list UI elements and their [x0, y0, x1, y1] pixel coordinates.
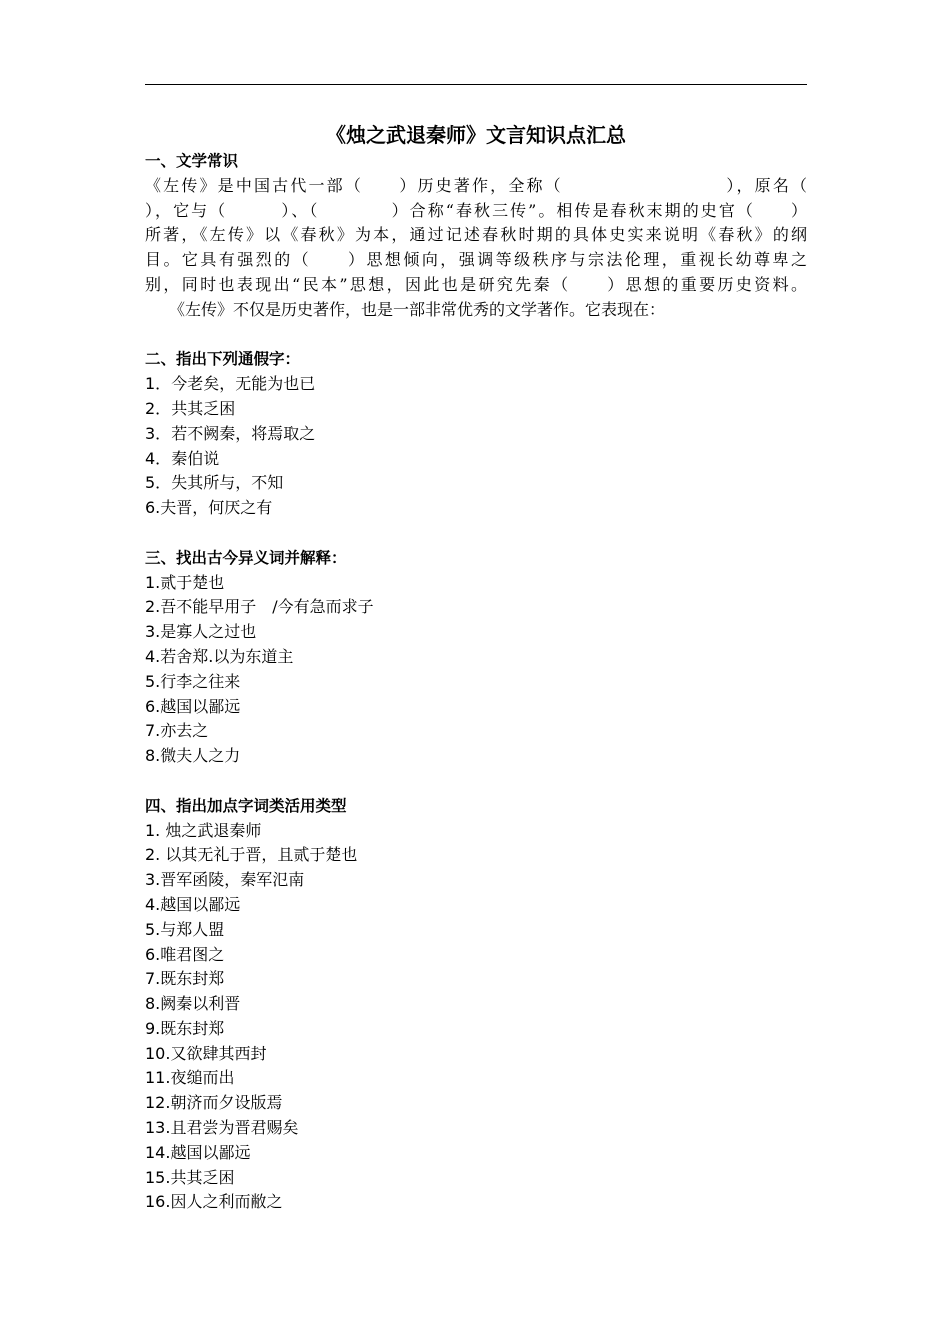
item-text: 共其乏困: [170, 1167, 235, 1187]
list-item: [145, 893, 807, 918]
item-number: 5．: [145, 473, 172, 493]
item-text: 烛之武退秦师: [165, 820, 262, 840]
item-number: 7.: [145, 721, 161, 741]
list-item: [145, 843, 807, 868]
item-text: 唯君图之: [160, 944, 225, 964]
item-text: 是寡人之过也: [160, 622, 257, 642]
list-item: [145, 571, 807, 596]
list-item: [145, 1042, 807, 1067]
item-number: 3.: [145, 870, 161, 890]
spacer: [145, 521, 807, 546]
item-text: 阙秦以利晋: [160, 994, 241, 1014]
paragraph-line: 所著，《左传》以《春秋》为本，通过记述春秋时期的具体史实来说明《春秋》的纲: [145, 225, 807, 245]
list-item: [145, 943, 807, 968]
item-number: 2.: [145, 845, 166, 865]
document-title: 《烛之武退秦师》文言知识点汇总: [326, 123, 626, 147]
item-text: 夜缒而出: [170, 1068, 235, 1088]
item-number: 5.: [145, 919, 161, 939]
list-item: [145, 992, 807, 1017]
item-text: 既东封郑: [160, 1018, 225, 1038]
item-text: 与郑人盟: [160, 919, 225, 939]
document-page: [145, 0, 807, 1344]
item-text: 若舍郑.以为东道主: [160, 646, 294, 666]
item-text: 以其无礼于晋，且贰于楚也: [165, 845, 358, 865]
list-item: [145, 447, 807, 472]
item-number: 8.: [145, 994, 161, 1014]
item-number: 5.: [145, 671, 161, 691]
item-text: 亦去之: [160, 721, 209, 741]
list-item: [145, 1066, 807, 1091]
item-text: 越国以鄙远: [160, 894, 241, 914]
item-text: 贰于楚也: [160, 572, 225, 592]
item-number: 6.: [145, 944, 161, 964]
list-item: [145, 967, 807, 992]
item-number: 4．: [145, 448, 172, 468]
list-item: [145, 719, 807, 744]
item-number: 3.: [145, 622, 161, 642]
list-item: [145, 695, 807, 720]
list-item: [145, 372, 807, 397]
section-heading-cilei-huoyong: 四、指出加点字词类活用类型: [145, 796, 347, 815]
list-item: [145, 620, 807, 645]
item-text: 行李之往来: [160, 671, 241, 691]
item-text: 晋军函陵，秦军氾南: [160, 870, 305, 890]
list-item: [145, 422, 807, 447]
item-number: 10.: [145, 1043, 171, 1063]
item-text: 又欲肆其西封: [170, 1043, 267, 1063]
list-item: [145, 819, 807, 844]
tongjiazi-list: [145, 372, 807, 521]
list-item: [145, 1017, 807, 1042]
item-number: 12.: [145, 1093, 171, 1113]
item-text: 若不阙秦，将焉取之: [171, 423, 316, 443]
document-body: [145, 149, 807, 1215]
item-text: 秦伯说: [171, 448, 220, 468]
list-item: [145, 1190, 807, 1215]
paragraph-line: 《左传》不仅是历史著作，也是一部非常优秀的文学著作。它表现在：: [169, 299, 666, 319]
list-item: [145, 471, 807, 496]
item-number: 1.: [145, 820, 166, 840]
item-number: 13.: [145, 1118, 171, 1138]
section-heading-tongjiazi: 二、指出下列通假字：: [145, 350, 301, 369]
list-item: [145, 744, 807, 769]
item-text: 吾不能早用子 /今有急而求子: [160, 597, 374, 617]
list-item: [145, 670, 807, 695]
item-number: 2．: [145, 398, 172, 418]
item-number: 4.: [145, 646, 161, 666]
item-number: 6.: [145, 696, 161, 716]
item-text: 越国以鄙远: [170, 1142, 251, 1162]
item-number: 14.: [145, 1142, 171, 1162]
gujin-yiyi-list: [145, 571, 807, 769]
item-text: 微夫人之力: [160, 746, 241, 766]
item-number: 1．: [145, 374, 172, 394]
item-number: 6.: [145, 498, 161, 518]
item-text: 今老矣，无能为也已: [171, 374, 316, 394]
item-number: 2.: [145, 597, 161, 617]
item-number: 8.: [145, 746, 161, 766]
list-item: [145, 918, 807, 943]
list-item: [145, 1166, 807, 1191]
item-text: 既东封郑: [160, 969, 225, 989]
item-text: 因人之利而敝之: [170, 1192, 283, 1212]
item-number: 9.: [145, 1018, 161, 1038]
list-item: [145, 868, 807, 893]
item-text: 失其所与，不知: [171, 473, 284, 493]
list-item: [145, 645, 807, 670]
section-heading-literature: 一、文学常识: [145, 152, 239, 170]
item-number: 16.: [145, 1192, 171, 1212]
list-item: [145, 595, 807, 620]
item-text: 朝济而夕设版焉: [170, 1093, 283, 1113]
item-number: 15.: [145, 1167, 171, 1187]
paragraph-line: 《左传》是中国古代一部（ ）历史著作，全称（ ），原名（: [145, 175, 807, 195]
list-item: [145, 1141, 807, 1166]
cilei-huoyong-list: [145, 819, 807, 1216]
spacer: [145, 769, 807, 794]
item-number: 3．: [145, 423, 172, 443]
item-text: 越国以鄙远: [160, 696, 241, 716]
item-text: 共其乏困: [171, 398, 236, 418]
item-number: 11.: [145, 1068, 171, 1088]
list-item: [145, 1091, 807, 1116]
header-rule: [145, 84, 807, 85]
paragraph-line: 别，同时也表现出“民本”思想，因此也是研究先秦（ ）思想的重要历史资料。: [145, 274, 807, 294]
list-item: [145, 1116, 807, 1141]
item-text: 夫晋，何厌之有: [160, 498, 273, 518]
item-number: 4.: [145, 894, 161, 914]
paragraph-line: ），它与（ ）、（ ）合称“春秋三传”。相传是春秋末期的史官（ ）: [145, 200, 807, 220]
item-number: 7.: [145, 969, 161, 989]
paragraph-line: 目。它具有强烈的（ ）思想倾向，强调等级秩序与宗法伦理，重视长幼尊卑之: [145, 250, 807, 270]
item-number: 1.: [145, 572, 161, 592]
section-heading-gujin-yiyi: 三、找出古今异义词并解释：: [145, 548, 347, 567]
list-item: [145, 397, 807, 422]
spacer: [145, 323, 807, 348]
item-text: 且君尝为晋君赐矣: [170, 1118, 299, 1138]
list-item: [145, 496, 807, 521]
